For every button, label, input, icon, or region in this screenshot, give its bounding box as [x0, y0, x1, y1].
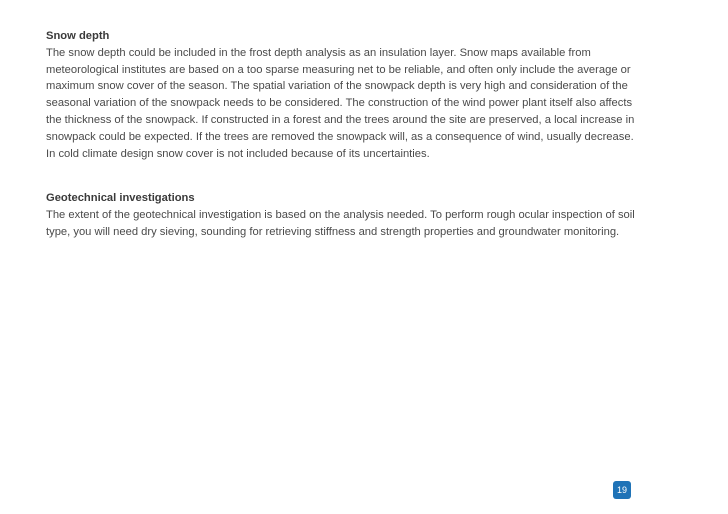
section-body: The snow depth could be included in the frost depth analysis as an insulation layer. Snow maps available from meteorological institutes are based on a too sparse measuring net to be reliable, and often only include the average or maximum snow cover of the season. The spatial variation of the snowpack depth is very high and consideration of the seasonal variation of the snowpack needs to be considered. The construction of the wind power plant itself also affects the thickness of the snowpack. If constructed in a forest and the trees around the site are preserved, a local increase in snowpack could be expected. If the trees are removed the snowpack will, as a consequence of wind, usually decrease. In cold climate design snow cover is not included because of its uncertainties.: [46, 46, 635, 160]
section-body: The extent of the geotechnical investigation is based on the analysis needed. To perform rough ocular inspection of soil type, you will need dry sieving, sounding for retrieving stiffness and strength properties and groundwater monitoring.: [46, 208, 635, 238]
section-snow-depth: [46, 28, 646, 162]
section-geotechnical-investigations: [46, 190, 646, 240]
section-heading: Geotechnical investigations: [46, 192, 195, 204]
page-number-badge: 19: [613, 481, 631, 499]
section-heading: Snow depth: [46, 30, 110, 42]
